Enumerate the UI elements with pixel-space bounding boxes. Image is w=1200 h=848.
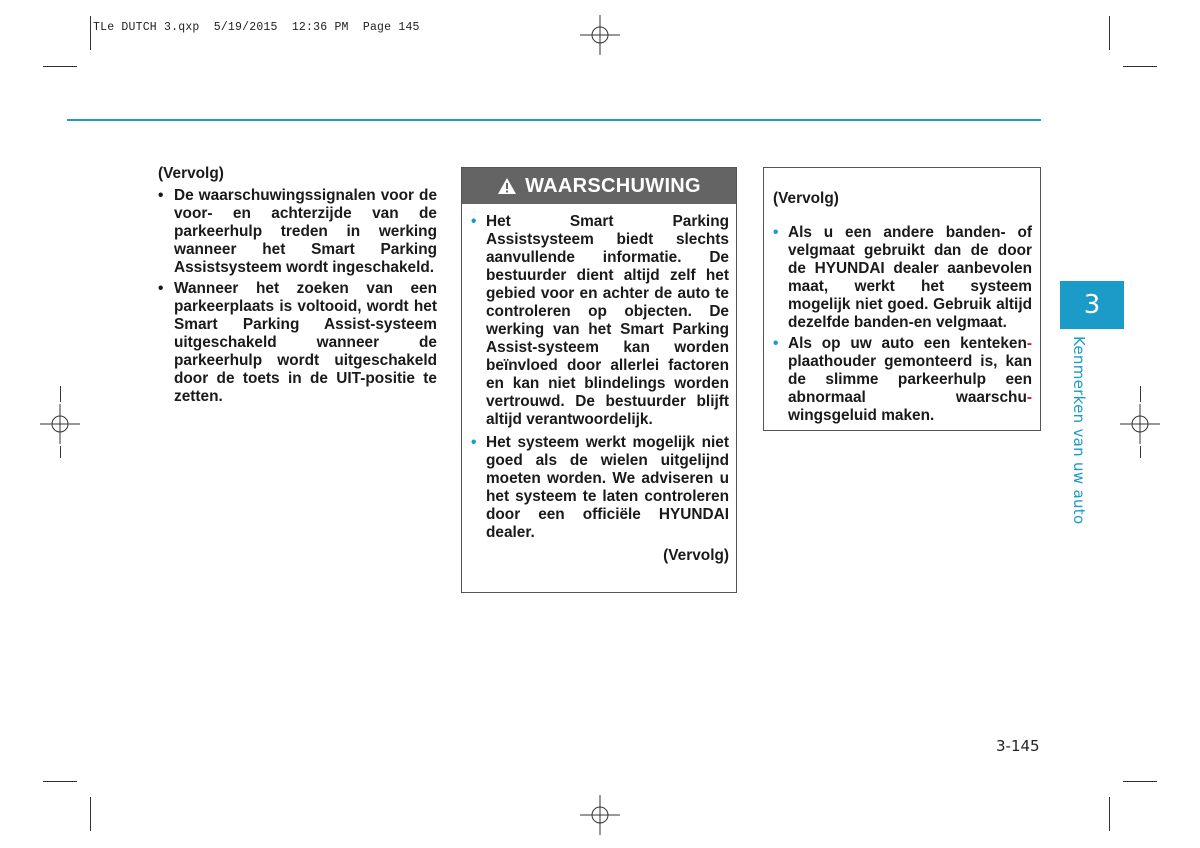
list-item: • Als op uw auto een kenteken- plaathouder gemonteerd is, kan de slimme parkeerhulp een abnormaal waarschu- wingsgeluid maken. — [773, 334, 1032, 424]
page-number: 3-145 — [996, 737, 1040, 755]
crop-mark — [1123, 781, 1157, 782]
continued-heading: (Vervolg) — [773, 190, 839, 208]
list-item: • Het Smart Parking Assistsysteem biedt slechts aanvullende informatie. De bestuurder dient altijd zelf het gebied voor en achter de auto te controleren op objecten. De werking van het Smart Parking Assist-systeem kan worden beïnvloed door allerlei factoren en kan niet blindelings worden vertrouwd. De bestuurder blijft altijd verantwoordelijk. — [471, 213, 729, 428]
hyphen-mark: - — [1026, 334, 1032, 352]
chapter-number-tab: 3 — [1060, 281, 1124, 329]
bullet-icon: • — [158, 280, 164, 297]
list-item: • Het systeem werkt mogelijk niet goed als de wielen uitgelijnd moeten worden. We adviseren u het systeem te laten controleren door een officiële HYUNDAI dealer. — [471, 434, 729, 541]
warning-body — [471, 213, 729, 580]
crop-mark — [1123, 66, 1157, 67]
bullet-icon: • — [471, 434, 477, 451]
crop-mark — [43, 66, 77, 67]
hyphen-mark: - — [1026, 388, 1032, 406]
crop-mark — [60, 386, 61, 402]
bullet-icon: • — [471, 213, 477, 230]
crop-mark — [1140, 386, 1141, 402]
crop-mark — [90, 797, 91, 831]
warning-header — [462, 168, 736, 204]
warning-title: WAARSCHUWING — [525, 174, 701, 197]
chapter-title-text: Kenmerken van uw auto — [1070, 336, 1088, 525]
bullet-list — [158, 187, 437, 406]
list-item: • Als u een andere banden- of velgmaat gebruikt dan de door de HYUNDAI dealer aanbevolen maat, werkt het systeem mogelijk niet goed. Gebruik altijd dezelfde banden-en velgmaat. — [773, 223, 1032, 331]
printer-slug: TLe DUTCH 3.qxp 5/19/2015 12:36 PM Page 145 — [93, 21, 420, 34]
warning-box — [461, 167, 737, 593]
warning-triangle-icon — [497, 177, 517, 195]
bullet-icon: • — [773, 223, 779, 241]
registration-mark-icon — [580, 795, 620, 835]
header-rule — [67, 119, 1041, 121]
list-item: • Wanneer het zoeken van een parkeerplaats is voltooid, wordt het Smart Parking Assist-systeem uitgeschakeld wanneer de parkeerhulp wordt uitgeschakeld door de toets in de UIT-positie te zetten. — [158, 280, 437, 405]
crop-mark — [1109, 16, 1110, 50]
bullet-list — [773, 224, 1032, 425]
chapter-title — [1070, 336, 1090, 525]
crop-mark — [60, 446, 61, 458]
bullet-icon: • — [773, 334, 779, 352]
continued-heading: (Vervolg) — [158, 165, 224, 182]
continued-box-body — [773, 175, 1032, 425]
list-item: • De waarschuwingssignalen voor de voor- en achterzijde van de parkeerhulp treden in werking wanneer het Smart Parking Assistsysteem wordt ingeschakeld. — [158, 187, 437, 276]
continued-box — [763, 167, 1041, 431]
bullet-icon: • — [158, 187, 164, 204]
crop-mark — [1109, 797, 1110, 831]
continued-label: (Vervolg) — [663, 547, 729, 564]
crop-mark — [1140, 446, 1141, 458]
registration-mark-icon — [580, 15, 620, 55]
crop-mark — [90, 16, 91, 50]
registration-mark-icon — [40, 404, 80, 444]
crop-mark — [43, 781, 77, 782]
left-column — [158, 165, 437, 406]
registration-mark-icon — [1120, 404, 1160, 444]
bullet-list — [471, 213, 729, 542]
